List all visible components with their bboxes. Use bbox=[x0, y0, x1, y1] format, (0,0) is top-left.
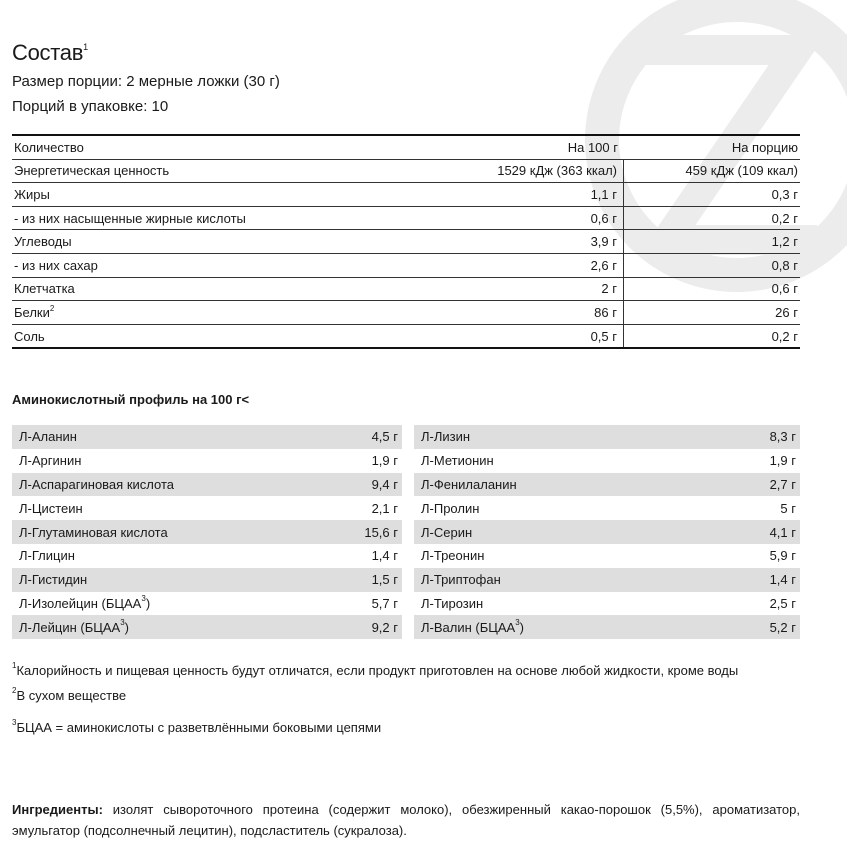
nutrient-per-100g: 1529 кДж (363 ккал) bbox=[424, 160, 624, 183]
amino-name: Л-Метионин bbox=[421, 453, 494, 469]
amino-name: Л-Цистеин bbox=[19, 500, 83, 516]
amino-value: 1,4 г bbox=[769, 572, 796, 588]
amino-name: Л-Треонин bbox=[421, 548, 485, 564]
amino-value: 4,5 г bbox=[371, 429, 398, 445]
nutrition-row bbox=[12, 230, 800, 254]
nutrition-row bbox=[12, 254, 800, 278]
amino-value: 4,1 г bbox=[769, 524, 796, 540]
footnote-mark: 3 bbox=[120, 617, 125, 627]
nutrition-row bbox=[12, 207, 800, 231]
nutrient-name: - из них насыщенные жирные кислоты bbox=[14, 210, 246, 226]
amino-row bbox=[12, 592, 402, 616]
nutrient-per-serving: 0,2 г bbox=[771, 328, 798, 344]
footnote-1: $^1$Калорийность и пищевая ценность будут отличатся, если продукт приготовлен на основе любой жидкости, кроме воды bbox=[12, 661, 739, 678]
amino-name: Л-Валин (БЦАА$^3$) bbox=[421, 617, 525, 635]
nutrient-per-serving: 0,2 г bbox=[771, 210, 798, 226]
amino-name: Л-Гистидин bbox=[19, 572, 88, 588]
amino-row bbox=[12, 615, 402, 639]
amino-value: 1,5 г bbox=[371, 572, 398, 588]
nutrient-per-serving: 1,2 г bbox=[771, 234, 798, 250]
footnote-2: $^2$В сухом веществе bbox=[12, 686, 127, 703]
amino-row bbox=[12, 568, 402, 592]
footnote-3: $^3$БЦАА = аминокислоты с разветвлёнными боковыми цепями bbox=[12, 718, 382, 735]
nutrient-per-serving: 0,6 г bbox=[771, 281, 798, 297]
amino-profile-title: Аминокислотный профиль на 100 г< bbox=[12, 392, 250, 407]
nutrient-name: Клетчатка bbox=[14, 281, 75, 297]
amino-value: 2,7 г bbox=[769, 476, 796, 492]
ingredients-label: Ингредиенты: bbox=[12, 802, 103, 817]
nutrition-row bbox=[12, 325, 800, 348]
header-per-100g: На 100 г bbox=[567, 139, 618, 155]
amino-value: 15,6 г bbox=[364, 524, 398, 540]
nutrient-per-100g: 3,9 г bbox=[424, 230, 624, 253]
footnote-mark: 3 bbox=[12, 718, 17, 727]
servings-per-pack: Порций в упаковке: 10 bbox=[12, 98, 169, 115]
nutrition-row bbox=[12, 278, 800, 302]
amino-value: 1,4 г bbox=[371, 548, 398, 564]
footnote-mark: 1 bbox=[12, 661, 17, 670]
nutrient-per-100g: 2,6 г bbox=[424, 254, 624, 277]
serving-size: Размер порции: 2 мерные ложки (30 г) bbox=[12, 73, 280, 90]
amino-row bbox=[414, 568, 800, 592]
amino-name: Л-Аргинин bbox=[19, 453, 82, 469]
amino-value: 2,1 г bbox=[371, 500, 398, 516]
nutrient-per-100g: 1,1 г bbox=[424, 183, 624, 206]
amino-name: Л-Глицин bbox=[19, 548, 75, 564]
amino-value: 1,9 г bbox=[769, 453, 796, 469]
nutrient-per-100g: 86 г bbox=[424, 301, 624, 324]
amino-row bbox=[12, 425, 402, 449]
nutrient-per-100g: 2 г bbox=[424, 278, 624, 301]
amino-row bbox=[12, 449, 402, 473]
amino-row bbox=[414, 544, 800, 568]
nutrition-table bbox=[12, 134, 800, 349]
amino-row bbox=[414, 615, 800, 639]
amino-value: 5,2 г bbox=[769, 619, 796, 635]
amino-row bbox=[414, 592, 800, 616]
amino-name: Л-Аланин bbox=[19, 429, 77, 445]
amino-value: 9,2 г bbox=[371, 619, 398, 635]
page-title: Состав$^1$ bbox=[12, 40, 88, 65]
nutrient-name: Белки$^2$ bbox=[14, 303, 55, 320]
nutrition-header-row bbox=[12, 136, 800, 160]
amino-name: Л-Лейцин (БЦАА$^3$) bbox=[19, 617, 129, 635]
amino-name: Л-Пролин bbox=[421, 500, 480, 516]
amino-row bbox=[414, 473, 800, 497]
amino-name: Л-Серин bbox=[421, 524, 473, 540]
header-per-serving: На порцию bbox=[731, 139, 798, 155]
amino-value: 8,3 г bbox=[769, 429, 796, 445]
amino-row bbox=[12, 473, 402, 497]
amino-row bbox=[12, 496, 402, 520]
nutrient-name: - из них сахар bbox=[14, 257, 98, 273]
nutrient-per-100g: 0,6 г bbox=[424, 207, 624, 230]
amino-row bbox=[414, 520, 800, 544]
footnote-mark: 2 bbox=[12, 686, 17, 695]
amino-table-left bbox=[12, 425, 402, 639]
amino-value: 1,9 г bbox=[371, 453, 398, 469]
nutrition-row bbox=[12, 301, 800, 325]
amino-name: Л-Фенилаланин bbox=[421, 476, 517, 492]
nutrient-per-serving: 26 г bbox=[775, 304, 798, 320]
amino-table-right bbox=[414, 425, 800, 639]
nutrient-per-serving: 459 кДж (109 ккал) bbox=[685, 163, 798, 179]
amino-row bbox=[414, 425, 800, 449]
amino-row bbox=[12, 520, 402, 544]
amino-name: Л-Изолейцин (БЦАА$^3$) bbox=[19, 593, 151, 611]
amino-row bbox=[414, 449, 800, 473]
amino-value: 5,7 г bbox=[371, 595, 398, 611]
amino-row bbox=[12, 544, 402, 568]
nutrient-per-100g: 0,5 г bbox=[424, 325, 624, 348]
nutrient-name: Жиры bbox=[14, 186, 50, 202]
nutrient-name: Энергетическая ценность bbox=[14, 163, 170, 179]
amino-row bbox=[414, 496, 800, 520]
amino-name: Л-Тирозин bbox=[421, 595, 484, 611]
amino-value: 9,4 г bbox=[371, 476, 398, 492]
footnote-mark: 2 bbox=[49, 303, 55, 313]
amino-name: Л-Триптофан bbox=[421, 572, 501, 588]
amino-name: Л-Аспарагиновая кислота bbox=[19, 476, 174, 492]
nutrition-row bbox=[12, 183, 800, 207]
ingredients-paragraph bbox=[12, 799, 800, 841]
amino-name: Л-Глутаминовая кислота bbox=[19, 524, 168, 540]
amino-value: 2,5 г bbox=[769, 595, 796, 611]
nutrition-row bbox=[12, 160, 800, 184]
footnote-mark: 3 bbox=[141, 593, 146, 603]
amino-value: 5,9 г bbox=[769, 548, 796, 564]
footnote-mark: 1 bbox=[83, 42, 88, 52]
amino-name: Л-Лизин bbox=[421, 429, 471, 445]
amino-value: 5 г bbox=[780, 500, 796, 516]
nutrient-name: Соль bbox=[14, 328, 45, 344]
header-quantity: Количество bbox=[14, 139, 84, 155]
nutrient-name: Углеводы bbox=[14, 234, 72, 250]
ingredients-text: изолят сывороточного протеина (содержит молоко), обезжиренный какао-порошок (5,5%), ароматизатор, эмульгатор (подсолнечный лецитин), подсластитель (сукралоза). bbox=[12, 802, 800, 838]
footnote-mark: 3 bbox=[515, 617, 520, 627]
nutrient-per-serving: 0,3 г bbox=[771, 186, 798, 202]
nutrient-per-serving: 0,8 г bbox=[771, 257, 798, 273]
